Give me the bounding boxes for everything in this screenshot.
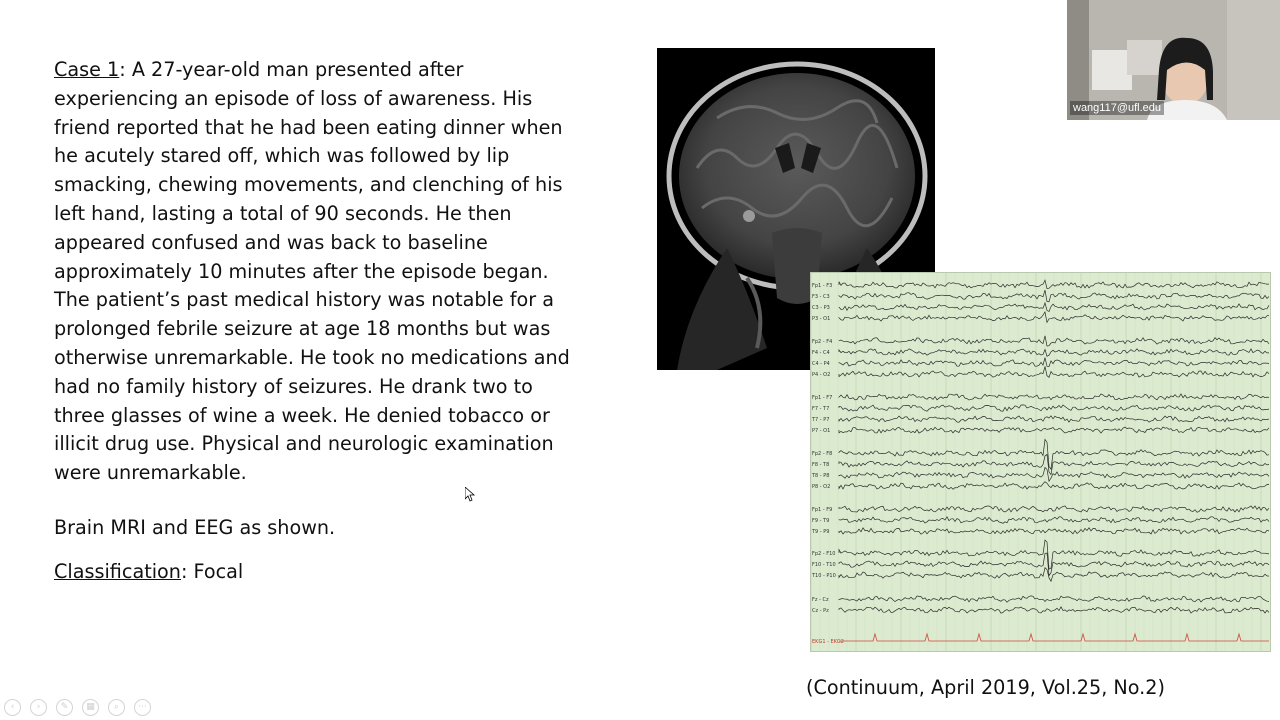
- participant-name: wang117@ufl.edu: [1070, 101, 1164, 115]
- eeg-channel-label: F9 - T9: [812, 518, 830, 524]
- pen-icon[interactable]: ✎: [56, 699, 73, 716]
- eeg-channel-label: P4 - O2: [812, 372, 831, 378]
- slideshow-controls: [4, 699, 151, 715]
- eeg-channel-label: T7 - P7: [812, 417, 830, 423]
- next-slide-icon[interactable]: ›: [30, 699, 47, 716]
- previous-slide-icon[interactable]: ‹: [4, 699, 21, 716]
- eeg-channel-label: Cz - Pz: [812, 608, 829, 614]
- image-citation: (Continuum, April 2019, Vol.25, No.2): [806, 676, 1165, 699]
- imaging-note: Brain MRI and EEG as shown.: [54, 516, 336, 539]
- classification-label: Classification: [54, 560, 181, 583]
- eeg-channel-label: Fp2 - F10: [812, 551, 836, 557]
- eeg-channel-label: Fz - Cz: [812, 597, 829, 603]
- ekg-label: EKG1 - EKG2: [812, 639, 844, 645]
- case-label: Case 1: [54, 58, 120, 81]
- eeg-channel-label: T8 - P8: [812, 473, 830, 479]
- eeg-channel-label: C4 - P4: [812, 361, 830, 367]
- classification-value: : Focal: [180, 560, 244, 583]
- eeg-tracing-image: [810, 272, 1271, 652]
- eeg-channel-label: F8 - T8: [812, 462, 830, 468]
- case-description: [54, 56, 584, 488]
- eeg-channel-label: F10 - T10: [812, 562, 836, 568]
- eeg-channel-label: Fp1 - F9: [812, 507, 833, 513]
- eeg-channel-label: C3 - P3: [812, 305, 830, 311]
- classification-line: [54, 560, 243, 583]
- eeg-channel-label: F7 - T7: [812, 406, 830, 412]
- eeg-channel-label: Fp2 - F8: [812, 451, 833, 457]
- eeg-channel-label: T10 - P10: [812, 573, 836, 579]
- eeg-channel-label: Fp2 - F4: [812, 339, 833, 345]
- case-text: : A 27-year-old man presented after experiencing an episode of loss of awareness. His friend reported that he had been eating dinner when he acutely stared off, which was followed by lip smacking, chewing movements, and clenching of his left hand, lasting a total of 90 seconds. He then appeared confused and was back to baseline approximately 10 minutes after the episode began. The patient’s past medical history was notable for a prolonged febrile seizure at age 18 months but was otherwise unremarkable. He took no medications and had no family history of seizures. He drank two to three glasses of wine a week. He denied tobacco or illicit drug use. Physical and neurologic examination were unremarkable.: [54, 58, 570, 485]
- eeg-channel-label: P7 - O1: [812, 428, 831, 434]
- eeg-channel-label: T9 - P9: [812, 529, 830, 535]
- eeg-channel-label: P3 - O1: [812, 316, 831, 322]
- eeg-channel-label: P8 - O2: [812, 484, 831, 490]
- more-options-icon[interactable]: ⋯: [134, 699, 151, 716]
- slides-grid-icon[interactable]: ▦: [82, 699, 99, 716]
- eeg-channel-label: Fp1 - F7: [812, 395, 833, 401]
- eeg-channel-label: Fp1 - F3: [812, 283, 833, 289]
- mouse-cursor-icon: [465, 487, 477, 503]
- eeg-channel-label: F4 - C4: [812, 350, 830, 356]
- eeg-channel-label: F3 - C3: [812, 294, 830, 300]
- zoom-icon[interactable]: ⌕: [108, 699, 125, 716]
